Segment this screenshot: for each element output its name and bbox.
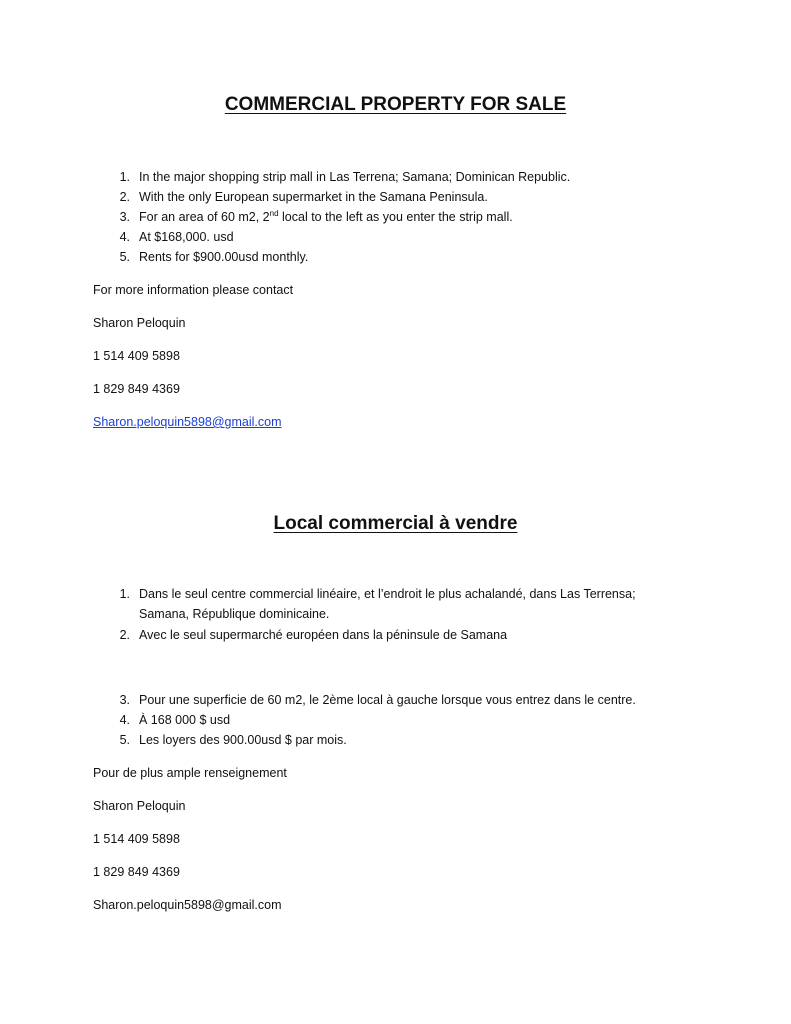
contact-name: Sharon Peloquin xyxy=(93,316,186,330)
ordinal-superscript: nd xyxy=(269,209,279,218)
english-title: COMMERCIAL PROPERTY FOR SALE xyxy=(224,94,567,115)
item-text-line-1: Dans le seul centre commercial linéaire, et l’endroit le plus achalandé, dans Las Terrensa; xyxy=(139,587,636,601)
item-text: Les loyers des 900.00usd $ par mois. xyxy=(139,733,347,747)
contact-intro: For more information please contact xyxy=(93,283,294,297)
item-text: With the only European supermarket in the Samana Peninsula. xyxy=(139,190,488,204)
email-link[interactable]: Sharon.peloquin5898@gmail.com xyxy=(93,415,282,429)
contact-email: Sharon.peloquin5898@gmail.com xyxy=(93,898,282,912)
item-number: 5. xyxy=(119,250,130,264)
item-number: 3. xyxy=(119,210,130,224)
item-text-before: For an area of 60 m2, 2 xyxy=(139,210,270,224)
item-text: Avec le seul supermarché européen dans la péninsule de Samana xyxy=(139,628,508,642)
french-title: Local commercial à vendre xyxy=(273,513,518,534)
item-text: Pour une superficie de 60 m2, le 2ème local à gauche lorsque vous entrez dans le centre. xyxy=(139,693,636,707)
item-number: 1. xyxy=(119,170,130,184)
item-text: À 168 000 $ usd xyxy=(139,713,231,727)
item-text: In the major shopping strip mall in Las Terrena; Samana; Dominican Republic. xyxy=(139,170,571,184)
item-number: 2. xyxy=(119,190,130,204)
item-text: At $168,000. usd xyxy=(139,230,234,244)
contact-phone-2: 1 829 849 4369 xyxy=(93,382,180,396)
item-number: 4. xyxy=(119,713,130,727)
item-text xyxy=(139,209,513,225)
contact-phone-1: 1 514 409 5898 xyxy=(93,832,180,846)
item-number: 3. xyxy=(119,693,130,707)
item-number: 1. xyxy=(119,587,130,601)
item-text-after: local to the left as you enter the strip mall. xyxy=(278,210,513,224)
item-text: Rents for $900.00usd monthly. xyxy=(139,250,309,264)
item-text-line-2: Samana, République dominicaine. xyxy=(139,607,330,621)
item-number: 5. xyxy=(119,733,130,747)
contact-intro: Pour de plus ample renseignement xyxy=(93,766,287,780)
item-number: 2. xyxy=(119,628,130,642)
contact-name: Sharon Peloquin xyxy=(93,799,186,813)
contact-phone-2: 1 829 849 4369 xyxy=(93,865,180,879)
contact-phone-1: 1 514 409 5898 xyxy=(93,349,180,363)
item-number: 4. xyxy=(119,230,130,244)
